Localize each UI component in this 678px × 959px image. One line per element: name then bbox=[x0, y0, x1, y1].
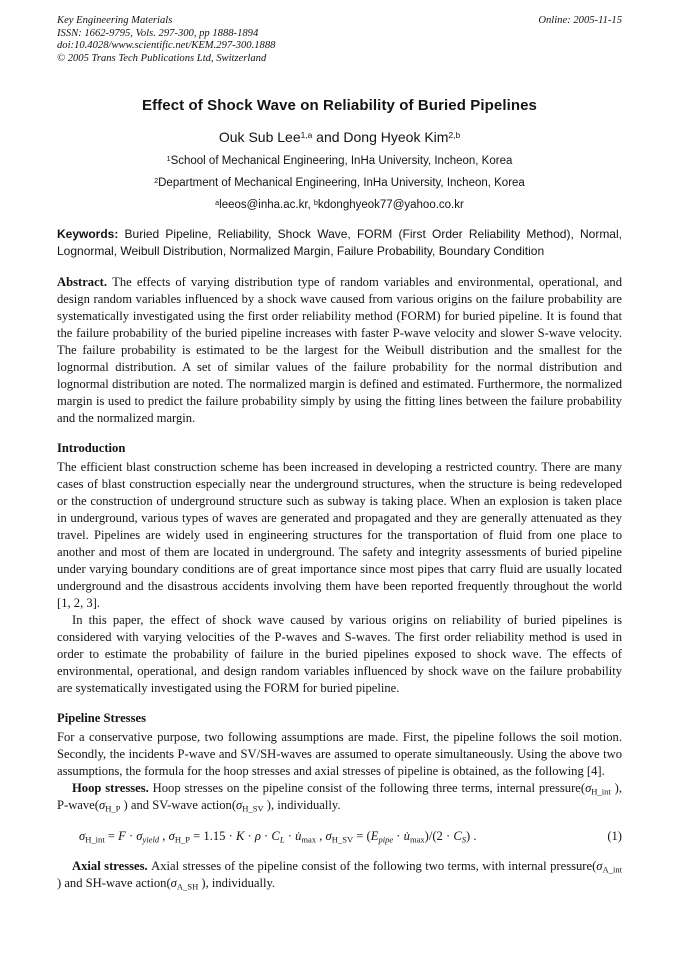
author-emails: $^a$leeos@inha.ac.kr, $^b$kdonghyeok77@yahoo.co.kr bbox=[215, 198, 464, 211]
journal-header bbox=[57, 15, 622, 65]
authors-line: Ouk Sub Lee$^{1,a}$ and Dong Hyeok Kim$^{2,b}$ bbox=[218, 129, 461, 145]
keywords-paragraph: Keywords: Buried Pipeline, Reliability, Shock Wave, FORM (First Order Reliability Method), Normal, Lognormal, Weibull Distribution, Normalized Margin, Failure Probability, Boundary Condition bbox=[57, 227, 622, 258]
copyright-line: © 2005 Trans Tech Publications Ltd, Switzerland bbox=[57, 52, 267, 64]
introduction-paragraph-1: The efficient blast construction scheme has been increased in developing a restricted country. There are many cases of blast construction especially near the underground structures, when the structure is being redeveloped or the construction of underground structure such as subway is taking place. When an explosion is taken place in underground, various types of waves are generated and propagated and they are generally attenuated as they travel. Pipelines are widely used in engineering structures for the transportation of fluid from one place to another and most of them are located in underground. The safety and integrity assessments of buried pipeline under varying boundary conditions are of great importance since most pipes that carry fluid are usually located underground and the disastrous accidents involving them have been reported frequently throughout the world [1, 2, 3]. bbox=[57, 460, 622, 610]
section-heading-pipeline-stresses: Pipeline Stresses bbox=[57, 711, 146, 725]
equation-1-number: (1) bbox=[607, 829, 622, 843]
pipeline-stresses-paragraph: For a conservative purpose, two following assumptions are made. First, the pipeline follows the soil motion. Secondly, the incidents P-wave and SV/SH-waves are assumed to operate simultaneously. Using the above two assumptions, the formula for the hoop stresses and axial stresses of pipeline is obtained, as the following [4]. bbox=[57, 730, 622, 778]
affiliation-1: $^1$School of Mechanical Engineering, InHa University, Incheon, Korea bbox=[166, 154, 513, 167]
introduction-paragraph-2: In this paper, the effect of shock wave caused by various origins on reliability of buried pipelines is considered with varying velocities of the P-waves and S-waves. The first order reliability method is used in order to estimate the probability of failure in the buried pipelines exposed to shock wave. The effects of environmental, operational, and design random variables influenced by shock wave on the failure probability are systematically investigated using the FORM for buried pipeline. bbox=[57, 613, 622, 695]
journal-name: Key Engineering Materials bbox=[57, 15, 173, 26]
axial-stresses-paragraph: Axial stresses. Axial stresses of the pipeline consist of the following two terms, with internal $pressure(\sigma_{A\_int}$ ) and SH-wave $action(\sigma_{A\_SH}$ ), individually. bbox=[57, 859, 622, 892]
issn-line: ISSN: 1662-9795, Vols. 297-300, pp 1888-1894 bbox=[57, 27, 259, 39]
section-heading-introduction: Introduction bbox=[57, 441, 126, 455]
affiliation-2: $^2$Department of Mechanical Engineering, InHa University, Incheon, Korea bbox=[154, 176, 525, 189]
abstract-paragraph: Abstract. The effects of varying distribution type of random variables and environmental, operational, and design random variables influenced by a shock wave caused from various origins on the failure probability are systematically investigated using the first order reliability method (FORM) for buried pipeline. It is found that the failure probability of the buried pipeline increases with faster P-wave velocity and slower S-wave velocity. The failure probability is estimated to be the largest for the Weibull distribution and the smallest for the lognormal distribution. A set of similar values of the failure probability for the normal distribution and lognormal distribution are noted. The normalized margin is defined and estimated. Furthermore, the normalized margin is used to predict the failure probability simply by using the fitting lines between the failure probability and the normalized margin. bbox=[57, 275, 623, 425]
hoop-stresses-paragraph: Hoop stresses. Hoop stresses on the pipeline consist of the following three terms, internal $pressure(\sigma_{H\_int}$ ), $P-wave(\sigma_{H\_P}$ ) and SV-wave $action(\sigma_{H\_SV}$ ), individually. bbox=[57, 781, 622, 814]
journal-meta bbox=[57, 15, 275, 65]
equation-1-expression: $\sigma_{H\_int} = F \cdot \sigma_{yield}$ , $\sigma_{H\_P} = 1.15 \cdot K \cdot \rho \cdot C_L$ · $u̇_{max}$ , $\sigma_{H\_SV} = (E_{pipe}$ · $u̇_{max})/(2 \cdot C_S)$ . bbox=[79, 829, 477, 845]
paper-title: Effect of Shock Wave on Reliability of Buried Pipelines bbox=[141, 97, 538, 114]
online-date: Online: 2005-11-15 bbox=[538, 15, 622, 26]
equation-1 bbox=[57, 829, 622, 844]
doi-line: doi:10.4028/www.scientific.net/KEM.297-300.1888 bbox=[57, 40, 276, 51]
